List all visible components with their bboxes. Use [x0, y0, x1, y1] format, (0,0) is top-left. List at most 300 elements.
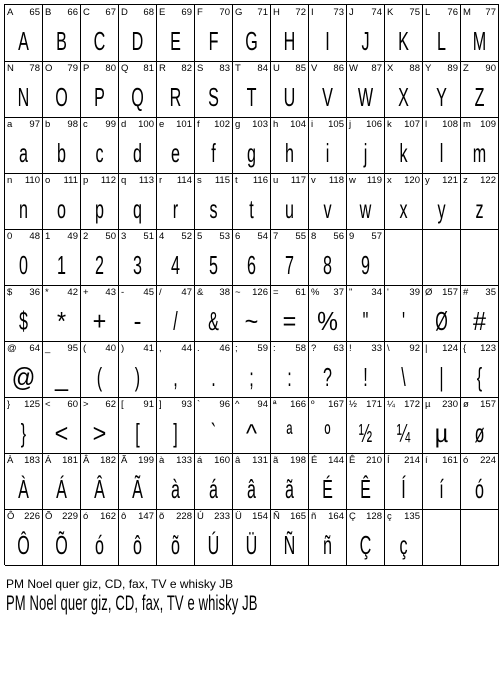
glyph-label-char: f [197, 119, 200, 130]
glyph-code: 72 [295, 7, 306, 18]
glyph-label-char: ç [387, 511, 392, 522]
glyph-label [159, 63, 192, 75]
glyph-label [387, 511, 420, 523]
glyph-label-char: ø [463, 399, 469, 410]
glyph-label-char: % [311, 287, 320, 298]
glyph-label-char: Ô [7, 511, 15, 522]
glyph-cell [195, 285, 233, 342]
glyph-cell [385, 509, 423, 566]
glyph-sample: s [209, 194, 218, 224]
glyph-label [273, 511, 306, 523]
glyph-sample: ? [323, 362, 332, 392]
glyph-label-char: * [45, 287, 49, 298]
glyph-code: 82 [181, 63, 192, 74]
glyph-sample: * [56, 306, 67, 336]
glyph-label [83, 119, 116, 131]
glyph-cell [309, 285, 347, 342]
glyph-cell [233, 341, 271, 398]
glyph-code: 226 [24, 511, 40, 522]
glyph-code: 71 [257, 7, 268, 18]
glyph-label [311, 455, 344, 467]
empty-cell [423, 509, 461, 566]
glyph-sample: Q [131, 82, 144, 112]
glyph-cell [195, 509, 233, 566]
glyph-cell [233, 285, 271, 342]
glyph-cell [5, 509, 43, 566]
glyph-cell [157, 173, 195, 230]
glyph-code: 61 [295, 287, 306, 298]
glyph-label-char: + [83, 287, 89, 298]
glyph-sample: E [170, 26, 181, 56]
glyph-label [273, 7, 306, 19]
glyph-label [7, 175, 40, 187]
empty-cell [385, 229, 423, 286]
glyph-cell [157, 229, 195, 286]
glyph-code: 115 [214, 175, 230, 186]
glyph-cell [233, 453, 271, 510]
glyph-label-char: < [45, 399, 51, 410]
glyph-cell [5, 173, 43, 230]
glyph-sample: 7 [285, 250, 294, 280]
glyph-label-char: } [7, 399, 11, 410]
glyph-sample: L [437, 26, 446, 56]
glyph-label [273, 343, 306, 355]
glyph-label-char: ½ [349, 399, 357, 410]
glyph-label [463, 455, 496, 467]
glyph-label-char: Ã [121, 455, 128, 466]
glyph-label [387, 63, 420, 75]
glyph-label-char: N [7, 63, 14, 74]
glyph-label [311, 175, 344, 187]
glyph-sample: 8 [323, 250, 332, 280]
glyph-code: 167 [328, 399, 344, 410]
glyph-code: 112 [100, 175, 116, 186]
glyph-sample: u [285, 194, 294, 224]
glyph-code: 105 [328, 119, 344, 130]
glyph-code: 161 [442, 455, 458, 466]
glyph-sample: M [472, 26, 487, 56]
glyph-sample: Y [436, 82, 447, 112]
glyph-sample: b [57, 138, 66, 168]
glyph-code: 73 [333, 7, 344, 18]
glyph-cell [5, 341, 43, 398]
grid-row [5, 117, 499, 173]
glyph-code: 33 [371, 343, 382, 354]
glyph-cell [309, 453, 347, 510]
glyph-cell [195, 397, 233, 454]
glyph-label [311, 287, 344, 299]
glyph-cell [385, 173, 423, 230]
glyph-cell [271, 453, 309, 510]
glyph-cell [81, 117, 119, 174]
glyph-code: 162 [100, 511, 116, 522]
glyph-cell [461, 341, 499, 398]
glyph-sample: ~ [244, 306, 259, 336]
glyph-label [349, 511, 382, 523]
glyph-label-char: 2 [83, 231, 89, 242]
glyph-label [235, 511, 268, 523]
glyph-label-char: À [7, 455, 14, 466]
glyph-cell [423, 117, 461, 174]
glyph-code: 58 [295, 343, 306, 354]
glyph-sample: h [285, 138, 294, 168]
glyph-cell [347, 229, 385, 286]
glyph-label [121, 231, 154, 243]
glyph-label [83, 455, 116, 467]
glyph-label [463, 399, 496, 411]
glyph-code: 88 [409, 63, 420, 74]
glyph-cell [271, 341, 309, 398]
glyph-label [159, 343, 192, 355]
glyph-label-char: ) [121, 343, 125, 354]
glyph-cell [423, 61, 461, 118]
glyph-label [387, 287, 420, 299]
glyph-cell [43, 341, 81, 398]
glyph-sample: â [247, 474, 256, 504]
glyph-code: 120 [404, 175, 420, 186]
glyph-code: 40 [105, 343, 116, 354]
glyph-label-char: , [159, 343, 162, 354]
glyph-sample: O [55, 82, 68, 112]
glyph-sample: I [325, 26, 330, 56]
glyph-sample: º [324, 418, 331, 448]
glyph-code: 85 [295, 63, 306, 74]
glyph-cell [119, 509, 157, 566]
glyph-sample: , [173, 362, 178, 392]
glyph-sample: } [20, 418, 27, 448]
glyph-label [45, 399, 78, 411]
glyph-cell [385, 117, 423, 174]
glyph-label [197, 63, 230, 75]
empty-cell [461, 229, 499, 286]
glyph-cell [157, 453, 195, 510]
glyph-label-char: P [83, 63, 90, 74]
glyph-code: 172 [404, 399, 420, 410]
glyph-sample: 5 [209, 250, 218, 280]
glyph-sample: 6 [247, 250, 256, 280]
glyph-sample: < [54, 418, 69, 448]
glyph-label-char: k [387, 119, 392, 130]
glyph-label [349, 119, 382, 131]
glyph-cell [157, 341, 195, 398]
glyph-sample: ½ [358, 418, 373, 448]
glyph-code: 118 [328, 175, 344, 186]
glyph-label-char: Ê [349, 455, 356, 466]
glyph-code: 183 [24, 455, 40, 466]
glyph-cell [157, 397, 195, 454]
glyph-label [311, 511, 344, 523]
glyph-code: 123 [480, 343, 496, 354]
glyph-label-char: ~ [235, 287, 241, 298]
glyph-cell [5, 61, 43, 118]
glyph-cell [347, 117, 385, 174]
glyph-sample: [ [135, 418, 140, 448]
glyph-cell [81, 397, 119, 454]
glyph-label [83, 511, 116, 523]
glyph-code: 160 [214, 455, 230, 466]
empty-cell [461, 509, 499, 566]
glyph-cell [461, 117, 499, 174]
empty-cell [423, 229, 461, 286]
glyph-code: 109 [480, 119, 496, 130]
glyph-sample: z [475, 194, 484, 224]
glyph-code: 50 [105, 231, 116, 242]
glyph-code: 165 [290, 511, 306, 522]
glyph-label-char: Ñ [273, 511, 280, 522]
glyph-code: 48 [29, 231, 40, 242]
glyph-sample: w [359, 194, 372, 224]
glyph-label-char: ; [235, 343, 238, 354]
glyph-sample: N [17, 82, 30, 112]
glyph-cell [347, 397, 385, 454]
glyph-label-char: µ [425, 399, 431, 410]
glyph-code: 157 [480, 399, 496, 410]
glyph-label [83, 287, 116, 299]
glyph-sample: Í [401, 474, 406, 504]
glyph-label-char: ^ [235, 399, 240, 410]
glyph-cell [461, 285, 499, 342]
glyph-label-char: Á [45, 455, 52, 466]
glyph-code: 108 [442, 119, 458, 130]
glyph-label-char: º [311, 399, 315, 410]
glyph-label-char: e [159, 119, 165, 130]
glyph-code: 181 [62, 455, 78, 466]
glyph-label [235, 455, 268, 467]
glyph-cell [195, 173, 233, 230]
glyph-label [387, 343, 420, 355]
glyph-label-char: v [311, 175, 316, 186]
glyph-label [159, 7, 192, 19]
glyph-label-char: à [159, 455, 165, 466]
glyph-cell [5, 397, 43, 454]
glyph-sample: ó [95, 530, 104, 560]
glyph-label [7, 119, 40, 131]
glyph-sample: ) [134, 362, 141, 392]
glyph-sample: " [362, 306, 369, 336]
sample-text-font: PM Noel quer giz, CD, fax, TV e whisky JB [6, 592, 258, 615]
glyph-sample: ã [285, 474, 294, 504]
glyph-cell [385, 285, 423, 342]
glyph-cell [119, 453, 157, 510]
glyph-code: 42 [67, 287, 78, 298]
glyph-sample: . [211, 362, 216, 392]
glyph-code: 74 [371, 7, 382, 18]
glyph-sample: e [171, 138, 180, 168]
glyph-cell [347, 5, 385, 62]
glyph-sample: \ [401, 362, 406, 392]
glyph-cell [271, 509, 309, 566]
glyph-sample: f [211, 138, 216, 168]
glyph-sample: x [399, 194, 408, 224]
glyph-label-char: D [121, 7, 128, 18]
glyph-label [425, 455, 458, 467]
glyph-label [425, 287, 458, 299]
glyph-sample: = [282, 306, 297, 336]
glyph-code: 36 [29, 287, 40, 298]
glyph-code: 64 [29, 343, 40, 354]
glyph-sample: ¼ [396, 418, 411, 448]
glyph-cell [119, 397, 157, 454]
glyph-code: 93 [181, 399, 192, 410]
glyph-label [7, 511, 40, 523]
glyph-cell [385, 453, 423, 510]
glyph-label [159, 119, 192, 131]
glyph-code: 224 [480, 455, 496, 466]
glyph-cell [119, 117, 157, 174]
glyph-code: 230 [442, 399, 458, 410]
glyph-label [159, 399, 192, 411]
glyph-label-char: ó [463, 455, 469, 466]
glyph-label [7, 231, 40, 243]
glyph-label-char: L [425, 7, 431, 18]
glyph-label [83, 343, 116, 355]
glyph-code: 38 [219, 287, 230, 298]
glyph-sample: P [94, 82, 105, 112]
glyph-code: 107 [404, 119, 420, 130]
glyph-sample: 2 [95, 250, 104, 280]
glyph-sample: ' [401, 306, 406, 336]
glyph-cell [347, 173, 385, 230]
glyph-cell [423, 397, 461, 454]
glyph-label-char: ô [121, 511, 127, 522]
glyph-label-char: m [463, 119, 471, 130]
glyph-label [463, 175, 496, 187]
glyph-sample: $ [19, 306, 28, 336]
glyph-label-char: C [83, 7, 90, 18]
glyph-label [7, 455, 40, 467]
glyph-sample: 9 [361, 250, 370, 280]
glyph-sample: B [56, 26, 67, 56]
glyph-sample: > [92, 418, 107, 448]
glyph-sample: à [171, 474, 180, 504]
glyph-cell [461, 5, 499, 62]
glyph-sample: ` [210, 418, 217, 448]
glyph-label-char: ª [273, 399, 277, 410]
glyph-cell [81, 453, 119, 510]
glyph-sample: k [399, 138, 408, 168]
glyph-label-char: z [463, 175, 468, 186]
glyph-label-char: ã [273, 455, 279, 466]
glyph-label [425, 175, 458, 187]
glyph-cell [195, 117, 233, 174]
glyph-sample: n [19, 194, 28, 224]
glyph-code: 52 [181, 231, 192, 242]
glyph-code: 90 [485, 63, 496, 74]
glyph-cell [43, 5, 81, 62]
glyph-label [83, 231, 116, 243]
glyph-label-char: = [273, 287, 279, 298]
glyph-label [235, 7, 268, 19]
glyph-sample: Z [474, 82, 485, 112]
glyph-label [311, 399, 344, 411]
glyph-cell [81, 61, 119, 118]
glyph-sample: Ñ [283, 530, 296, 560]
glyph-label-char: G [235, 7, 243, 18]
glyph-sample: { [476, 362, 483, 392]
glyph-label-char: ` [197, 399, 201, 410]
glyph-cell [5, 285, 43, 342]
glyph-label [463, 63, 496, 75]
glyph-code: 37 [333, 287, 344, 298]
glyph-cell [347, 509, 385, 566]
glyph-label [387, 455, 420, 467]
glyph-code: 101 [176, 119, 192, 130]
glyph-code: 86 [333, 63, 344, 74]
glyph-sample: ó [475, 474, 484, 504]
glyph-code: 45 [143, 287, 154, 298]
glyph-code: 83 [219, 63, 230, 74]
glyph-code: 233 [214, 511, 230, 522]
glyph-label-char: q [121, 175, 127, 186]
glyph-sample: : [287, 362, 292, 392]
glyph-label-char: 7 [273, 231, 279, 242]
glyph-sample: / [173, 306, 178, 336]
glyph-cell [271, 5, 309, 62]
glyph-label-char: / [159, 287, 162, 298]
glyph-code: 57 [371, 231, 382, 242]
glyph-code: 94 [257, 399, 268, 410]
glyph-sample: 3 [133, 250, 142, 280]
glyph-sample: X [398, 82, 409, 112]
glyph-label-char: õ [159, 511, 165, 522]
glyph-code: 210 [366, 455, 382, 466]
glyph-label-char: h [273, 119, 279, 130]
glyph-label [197, 343, 230, 355]
glyph-code: 122 [480, 175, 496, 186]
glyph-sample: Ü [245, 530, 258, 560]
glyph-label [121, 63, 154, 75]
glyph-code: 68 [143, 7, 154, 18]
glyph-label [387, 119, 420, 131]
glyph-cell [385, 5, 423, 62]
glyph-sample: - [133, 306, 142, 336]
glyph-label-char: 8 [311, 231, 317, 242]
glyph-cell [233, 173, 271, 230]
glyph-code: 76 [447, 7, 458, 18]
glyph-cell [195, 229, 233, 286]
glyph-sample: g [247, 138, 256, 168]
glyph-cell [461, 173, 499, 230]
glyph-cell [233, 117, 271, 174]
glyph-label [349, 343, 382, 355]
glyph-sample: j [363, 138, 368, 168]
glyph-cell [119, 173, 157, 230]
glyph-code: 96 [219, 399, 230, 410]
glyph-label [83, 7, 116, 19]
glyph-label [121, 119, 154, 131]
glyph-sample: T [246, 82, 257, 112]
glyph-label-char: ( [83, 343, 87, 354]
glyph-cell [309, 341, 347, 398]
glyph-label [273, 287, 306, 299]
glyph-label [83, 63, 116, 75]
glyph-label [387, 399, 420, 411]
glyph-label-char: 9 [349, 231, 355, 242]
glyph-code: 99 [105, 119, 116, 130]
glyph-label-char: d [121, 119, 127, 130]
glyph-cell [423, 453, 461, 510]
glyph-sample: d [133, 138, 142, 168]
glyph-label-char: { [463, 343, 467, 354]
glyph-cell [385, 341, 423, 398]
glyph-label-char: p [83, 175, 89, 186]
glyph-label-char: x [387, 175, 392, 186]
glyph-label-char: I [311, 7, 314, 18]
glyph-label [273, 63, 306, 75]
glyph-label [159, 511, 192, 523]
glyph-cell [81, 173, 119, 230]
glyph-sample: V [322, 82, 333, 112]
